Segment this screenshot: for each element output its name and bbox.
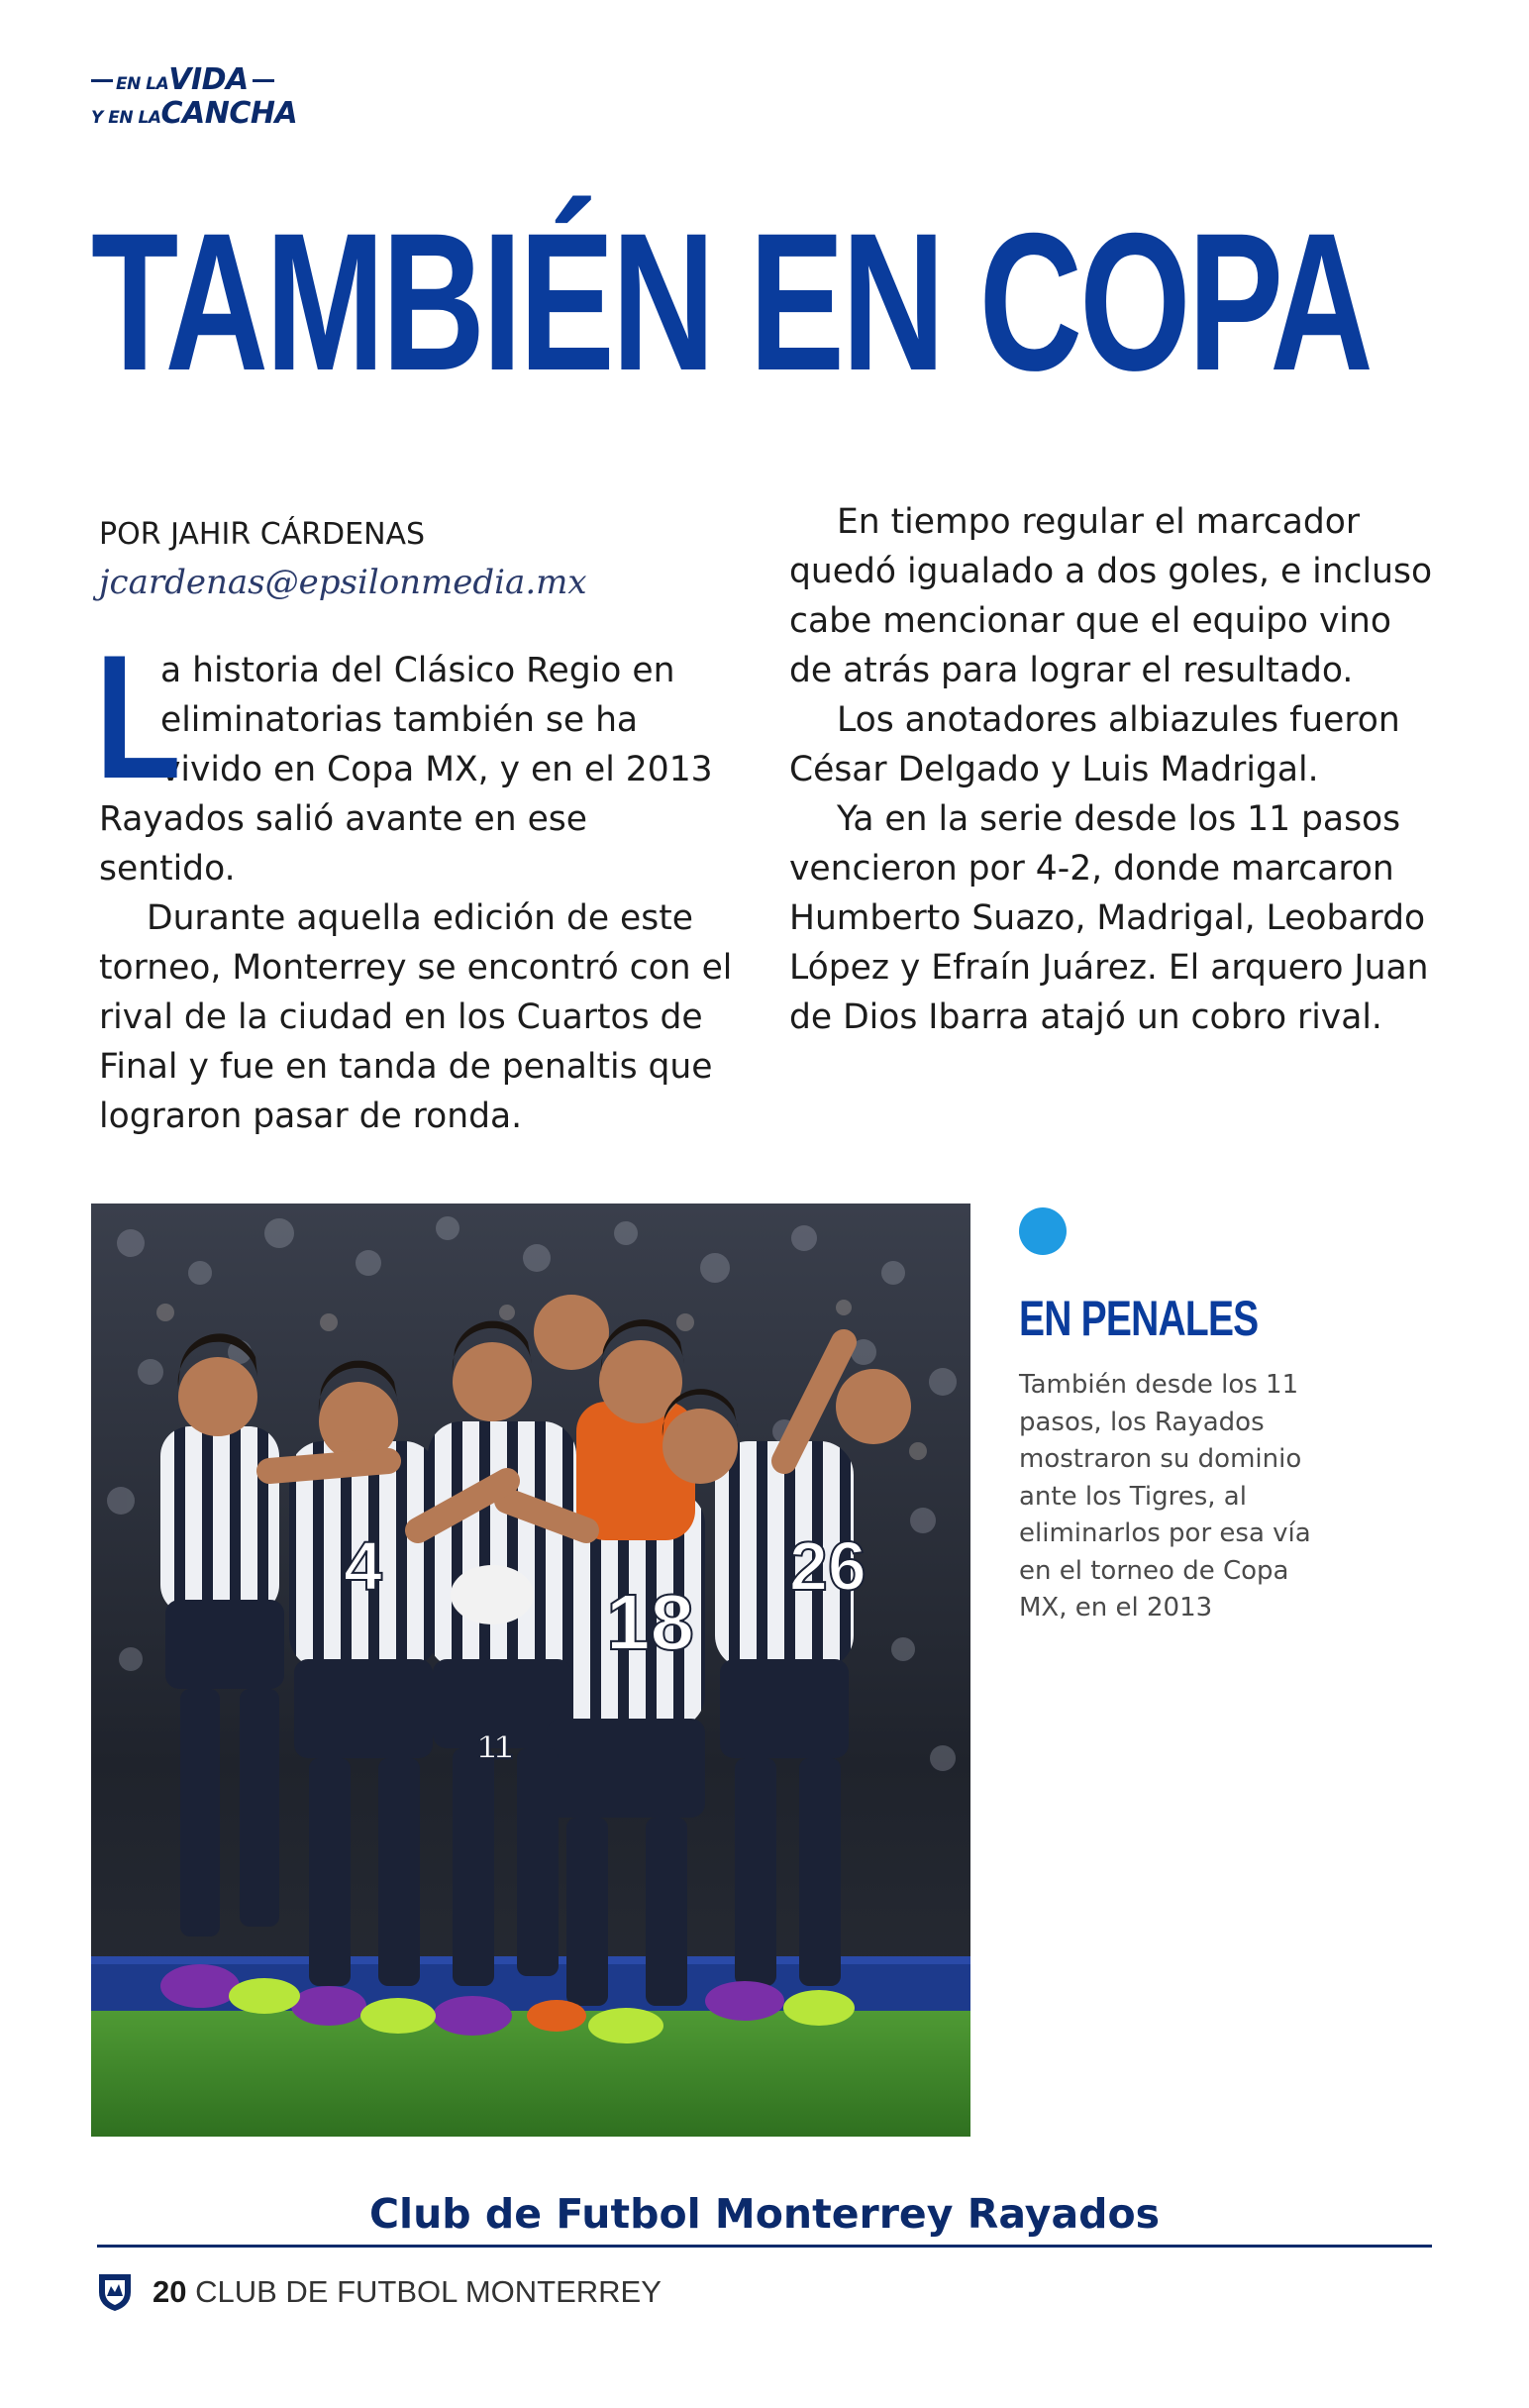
article-paragraph: Ya en la serie desde los 11 pasos vencieron por 4-2, donde marcaron Humberto Suazo, Madrigal, Leobardo López y Efraín Juárez. El arquero Juan de Dios Ibarra atajó un cobro rival. — [789, 799, 1429, 1037]
page-number: 20 — [153, 2274, 187, 2309]
jersey-number: 4 — [344, 1527, 382, 1605]
author-email[interactable]: jcardenas@epsilonmedia.mx — [99, 563, 587, 602]
article-column-right — [789, 497, 1443, 1042]
page-folio — [153, 2274, 662, 2310]
section-logo — [91, 61, 299, 136]
article-paragraph: En tiempo regular el marcador quedó igualado a dos goles, e incluso cabe mencionar que el equipo vino de atrás para lograr el resultado. — [789, 502, 1433, 690]
logo-small-text: Y EN LA — [91, 108, 161, 128]
logo-dash — [253, 79, 274, 82]
photo-illustration — [91, 1204, 970, 2137]
headline: TAMBIÉN EN COPA — [91, 192, 1371, 411]
logo-big-text: VIDA — [168, 62, 249, 97]
jersey-number: 11 — [477, 1728, 513, 1766]
author-byline: POR JAHIR CÁRDENAS — [99, 517, 426, 552]
team-celebration-photo — [91, 1204, 970, 2137]
drop-cap: L — [95, 618, 181, 815]
jersey-number: 18 — [606, 1578, 694, 1666]
footer-divider — [97, 2245, 1432, 2248]
article-column-left — [95, 618, 733, 1141]
sidebar-caption: También desde los 11 pasos, los Rayados mostraron su dominio ante los Tigres, al eliminarlos por esa vía en el torneo de Copa MX, en el 2013 — [1019, 1370, 1311, 1623]
logo-dash — [91, 79, 113, 82]
footer-club-name: Club de Futbol Monterrey Rayados — [368, 2190, 1161, 2238]
section-logo-line2 — [91, 96, 298, 131]
logo-big-text: CANCHA — [160, 96, 298, 131]
jersey-number: 26 — [789, 1527, 866, 1605]
logo-small-text: EN LA — [116, 74, 169, 94]
sidebar-title: EN PENALES — [1019, 1291, 1259, 1346]
article-paragraph: Durante aquella edición de este torneo, Monterrey se encontró con el rival de la ciudad en los Cuartos de Final y fue en tanda de penaltis que lograron pasar de ronda. — [99, 898, 733, 1136]
publication-name: CLUB DE FUTBOL MONTERREY — [195, 2274, 662, 2309]
section-logo-line1 — [91, 62, 277, 97]
sidebar-bullet — [1019, 1207, 1067, 1255]
crest-svg — [97, 2270, 133, 2312]
article-paragraph: a historia del Clásico Regio en eliminatorias también se ha vivido en Copa MX, y en el 2013 Rayados salió avante en ese sentido. — [99, 651, 713, 889]
article-paragraph: Los anotadores albiazules fueron César Delgado y Luis Madrigal. — [789, 700, 1400, 789]
club-crest-icon — [97, 2270, 133, 2312]
